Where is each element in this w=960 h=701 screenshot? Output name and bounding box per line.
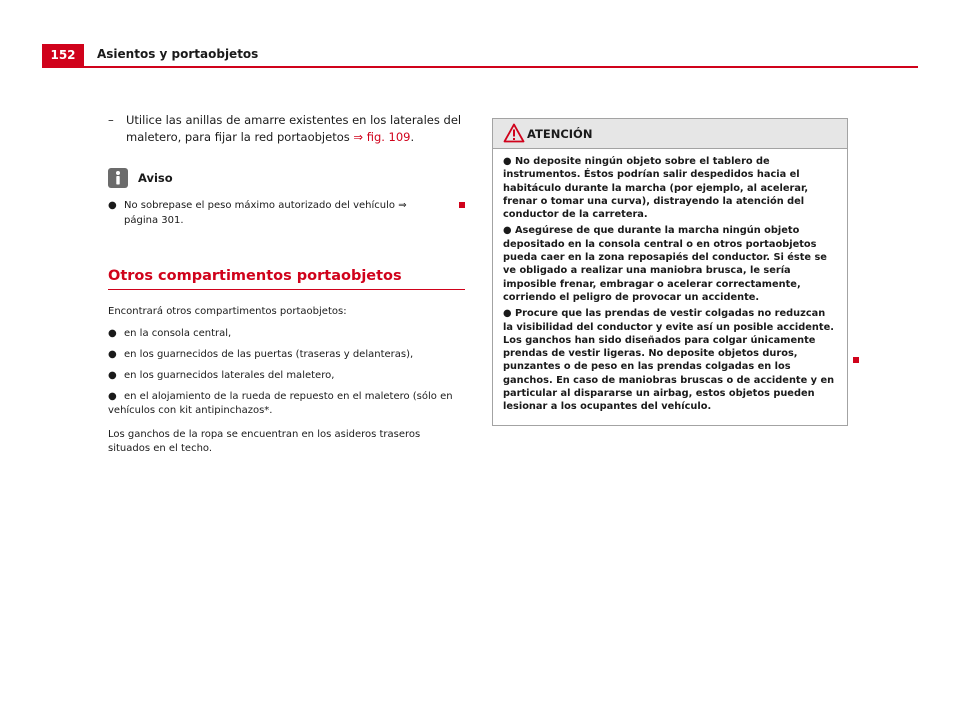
compartments-list xyxy=(108,327,465,418)
end-marker-icon xyxy=(459,202,465,208)
section-intro: Encontrará otros compartimentos portaobjetos: xyxy=(108,306,347,317)
left-column xyxy=(108,112,465,456)
header-divider xyxy=(42,66,918,68)
closing-paragraph: Los ganchos de la ropa se encuentran en los asideros traseros situados en el techo. xyxy=(108,429,421,454)
warning-item-text: Procure que las prendas de vestir colgadas no reduzcan la visibilidad del conductor y evite así un posible accidente. Los ganchos han sido diseñados para colgar únicamente prendas de vestir ligeras. No deposite objetos duros, punzantes o de peso en las prendas colgadas en los ganchos. En caso de maniobras bruscas o de accidente y en particular al dispararse un airbag, estos objetos pueden lesionar a los ocupantes del vehículo. xyxy=(503,308,835,413)
note-header xyxy=(108,166,465,190)
bullet-icon: ● xyxy=(108,391,117,402)
list-item xyxy=(108,369,465,383)
list-item xyxy=(108,390,465,418)
bullet-icon: ● xyxy=(503,156,515,167)
instruction-suffix: . xyxy=(410,130,415,144)
warning-body xyxy=(493,149,847,425)
warning-triangle-icon xyxy=(503,123,525,143)
warning-item xyxy=(503,224,837,304)
warning-item xyxy=(503,155,837,221)
figure-link[interactable]: ⇒ fig. 109 xyxy=(353,130,411,144)
section-title: Otros compartimentos portaobjetos xyxy=(108,268,465,290)
list-item-text: en los guarnecidos laterales del maletero, xyxy=(124,370,335,381)
warning-box xyxy=(492,118,848,426)
warning-header xyxy=(493,119,847,149)
warning-item-text: Asegúrese de que durante la marcha ningún objeto depositado en la consola central o en otros portaobjetos pueda caer en la zona reposapiés del conductor. Si éste se ve obligado a realizar una maniobra brusca, le sería imposible frenar, embragar o acelerar correctamente, corriendo el peligro de provocar un accidente. xyxy=(503,225,827,303)
bullet-icon: ● xyxy=(108,328,117,339)
note-title: Aviso xyxy=(138,171,173,185)
bullet-icon: ● xyxy=(108,200,117,211)
warning-title: ATENCIÓN xyxy=(527,127,593,141)
list-item-text: en los guarnecidos de las puertas (traseras y delanteras), xyxy=(124,349,414,360)
page-header xyxy=(42,44,918,68)
warning-item xyxy=(503,307,837,413)
page-number: 152 xyxy=(42,44,84,66)
end-marker-icon xyxy=(853,357,859,363)
bullet-icon: ● xyxy=(108,370,117,381)
warning-item-text: No deposite ningún objeto sobre el tablero de instrumentos. Éstos podrían salir despedidos hacia el habitáculo durante la marcha (por ejemplo, al acelerar, frenar o tomar una curva), distrayendo la atención del conductor de la carretera. xyxy=(503,156,809,221)
step-dash: – xyxy=(108,113,114,127)
bullet-icon: ● xyxy=(108,349,117,360)
bullet-icon: ● xyxy=(503,225,515,237)
instruction-step xyxy=(108,112,465,146)
list-item-text: en el alojamiento de la rueda de repuesto en el maletero (sólo en vehículos con kit antipinchazos*. xyxy=(108,391,453,416)
instruction-text: Utilice las anillas de amarre existentes en los laterales del maletero, para fijar la red portaobjetos xyxy=(126,113,462,144)
list-item-text: en la consola central, xyxy=(124,328,232,339)
info-icon xyxy=(108,168,128,188)
chapter-title: Asientos y portaobjetos xyxy=(97,47,259,61)
note-item xyxy=(108,198,465,228)
list-item xyxy=(108,327,465,341)
list-item xyxy=(108,348,465,362)
note-text: No sobrepase el peso máximo autorizado del vehículo ⇒ página 301. xyxy=(124,200,407,226)
bullet-icon: ● xyxy=(503,308,515,320)
